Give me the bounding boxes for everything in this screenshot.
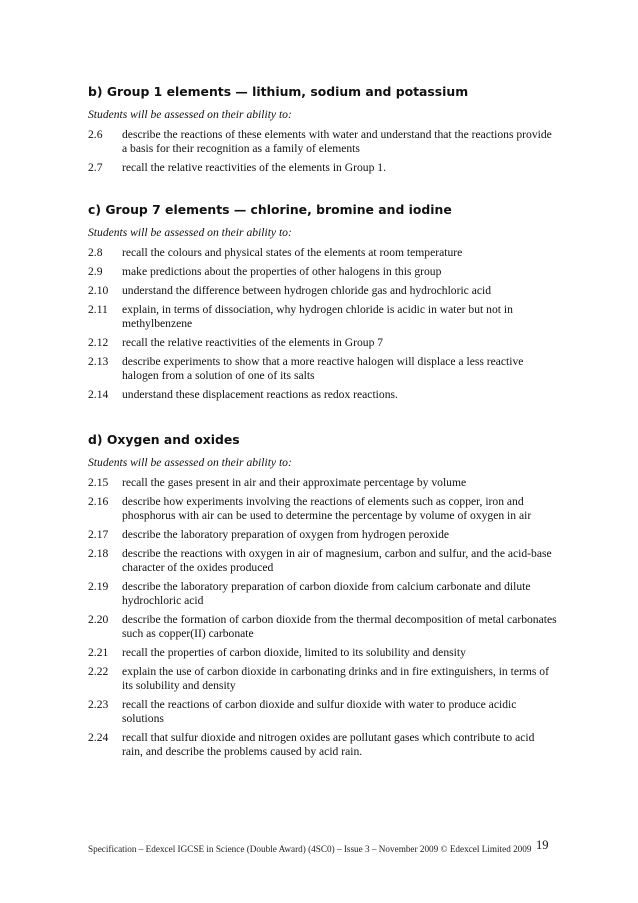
list-item bbox=[88, 303, 558, 331]
item-text: explain the use of carbon dioxide in carbonating drinks and in fire extinguishers, in terms of its solubility and density bbox=[122, 665, 549, 692]
list-item bbox=[88, 646, 558, 660]
section-oxygen-oxides bbox=[88, 432, 558, 764]
section-intro: Students will be assessed on their ability to: bbox=[88, 108, 292, 121]
item-text: recall the colours and physical states of the elements at room temperature bbox=[122, 246, 463, 259]
list-item bbox=[88, 128, 558, 156]
list-item bbox=[88, 161, 558, 175]
item-number: 2.19 bbox=[88, 580, 109, 593]
item-number: 2.15 bbox=[88, 476, 109, 489]
item-number: 2.12 bbox=[88, 336, 109, 349]
section-heading: b) Group 1 elements — lithium, sodium and potassium bbox=[88, 84, 469, 99]
item-text: understand these displacement reactions as redox reactions. bbox=[122, 388, 398, 401]
list-item bbox=[88, 265, 558, 279]
list-item bbox=[88, 580, 558, 608]
item-text: describe the reactions with oxygen in air of magnesium, carbon and sulfur, and the acid-base character of the oxides produced bbox=[122, 547, 552, 574]
list-item bbox=[88, 388, 558, 402]
list-item bbox=[88, 476, 558, 490]
item-number: 2.8 bbox=[88, 246, 103, 259]
item-number: 2.6 bbox=[88, 128, 103, 141]
item-number: 2.14 bbox=[88, 388, 109, 401]
item-text: describe how experiments involving the reactions of elements such as copper, iron and phosphorus with air can be used to determine the percentage by volume of oxygen in air bbox=[122, 495, 532, 522]
list-item bbox=[88, 731, 558, 759]
item-number: 2.11 bbox=[88, 303, 108, 316]
item-number: 2.16 bbox=[88, 495, 109, 508]
item-text: recall that sulfur dioxide and nitrogen oxides are pollutant gases which contribute to acid rain, and describe the problems caused by acid rain. bbox=[122, 731, 535, 758]
item-text: understand the difference between hydrogen chloride gas and hydrochloric acid bbox=[122, 284, 492, 297]
item-number: 2.7 bbox=[88, 161, 103, 174]
list-item bbox=[88, 246, 558, 260]
item-number: 2.17 bbox=[88, 528, 109, 541]
list-item bbox=[88, 665, 558, 693]
item-text: recall the properties of carbon dioxide, limited to its solubility and density bbox=[122, 646, 466, 659]
item-text: recall the reactions of carbon dioxide and sulfur dioxide with water to produce acidic solutions bbox=[122, 698, 517, 725]
section-group-1 bbox=[88, 84, 558, 180]
page-number: 19 bbox=[536, 838, 549, 852]
item-number: 2.24 bbox=[88, 731, 109, 744]
list-item bbox=[88, 284, 558, 298]
section-intro: Students will be assessed on their ability to: bbox=[88, 226, 292, 239]
list-item bbox=[88, 698, 558, 726]
item-text: describe experiments to show that a more reactive halogen will displace a less reactive halogen from a solution of one of its salts bbox=[122, 355, 524, 382]
list-item bbox=[88, 355, 558, 383]
section-group-7 bbox=[88, 202, 558, 407]
list-item bbox=[88, 528, 558, 542]
item-text: describe the formation of carbon dioxide from the thermal decomposition of metal carbonates such as copper(II) carbonate bbox=[122, 613, 557, 640]
item-number: 2.10 bbox=[88, 284, 109, 297]
section-intro: Students will be assessed on their ability to: bbox=[88, 456, 292, 469]
page-footer: Specification – Edexcel IGCSE in Science (Double Award) (4SC0) – Issue 3 – November 2009 © Edexcel Limited 2009 bbox=[88, 844, 532, 854]
item-number: 2.18 bbox=[88, 547, 109, 560]
list-item bbox=[88, 547, 558, 575]
item-text: recall the relative reactivities of the elements in Group 1. bbox=[122, 161, 386, 174]
item-number: 2.23 bbox=[88, 698, 109, 711]
item-number: 2.21 bbox=[88, 646, 109, 659]
list-item bbox=[88, 336, 558, 350]
list-item bbox=[88, 495, 558, 523]
item-text: make predictions about the properties of other halogens in this group bbox=[122, 265, 442, 278]
item-text: recall the gases present in air and their approximate percentage by volume bbox=[122, 476, 467, 489]
item-number: 2.20 bbox=[88, 613, 109, 626]
section-heading: c) Group 7 elements — chlorine, bromine and iodine bbox=[88, 202, 452, 217]
item-text: describe the laboratory preparation of carbon dioxide from calcium carbonate and dilute hydrochloric acid bbox=[122, 580, 531, 607]
item-text: describe the reactions of these elements with water and understand that the reactions provide a basis for their recognition as a family of elements bbox=[122, 128, 552, 155]
item-number: 2.9 bbox=[88, 265, 103, 278]
item-text: explain, in terms of dissociation, why hydrogen chloride is acidic in water but not in methylbenzene bbox=[122, 303, 513, 330]
list-item bbox=[88, 613, 558, 641]
section-heading: d) Oxygen and oxides bbox=[88, 432, 240, 447]
item-text: recall the relative reactivities of the elements in Group 7 bbox=[122, 336, 384, 349]
item-number: 2.13 bbox=[88, 355, 109, 368]
item-text: describe the laboratory preparation of oxygen from hydrogen peroxide bbox=[122, 528, 450, 541]
item-number: 2.22 bbox=[88, 665, 109, 678]
